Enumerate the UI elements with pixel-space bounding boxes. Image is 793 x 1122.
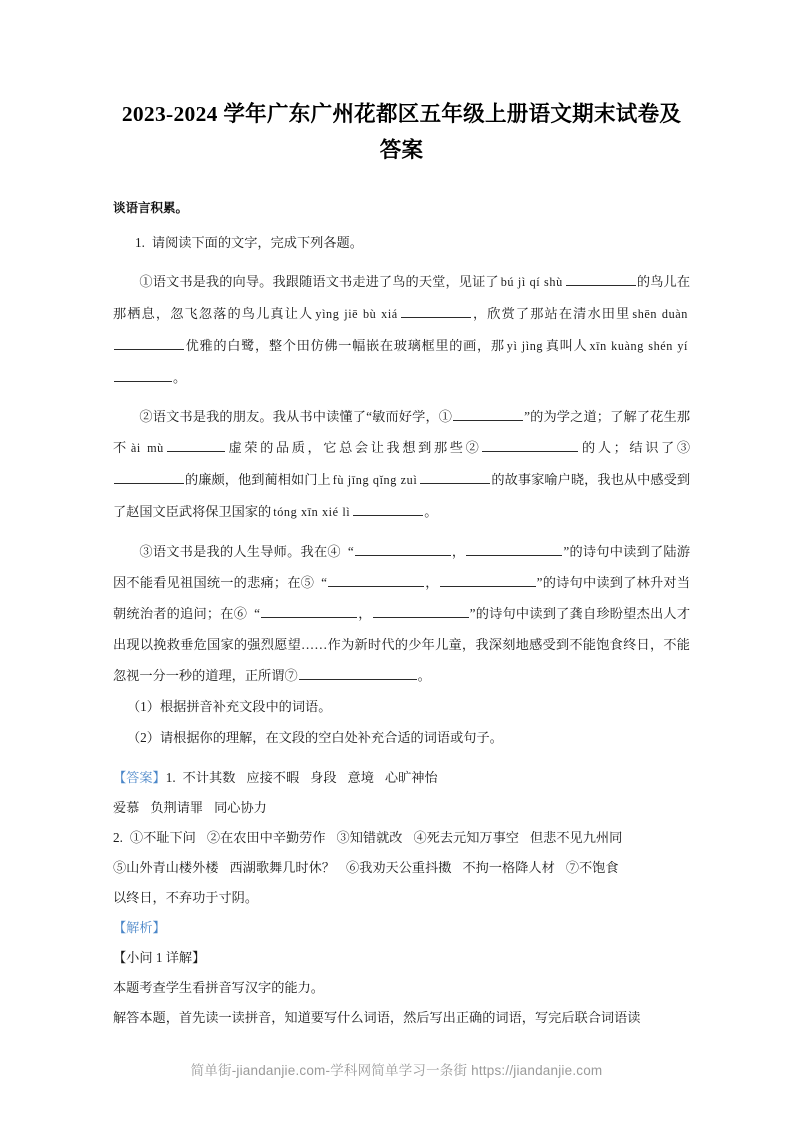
fill-blank[interactable] — [440, 572, 536, 587]
fill-blank[interactable] — [420, 469, 490, 484]
fill-blank[interactable] — [453, 406, 523, 421]
answer-item: 同心协力 — [214, 800, 267, 815]
answer-tag: 【答案】 — [113, 770, 166, 785]
answer-item: 西湖歌舞几时休？ — [229, 860, 335, 875]
footer-watermark — [0, 1060, 793, 1082]
answer-item: 负荆请罪 — [150, 800, 204, 815]
paragraph-marker: ③ — [139, 544, 153, 559]
answer-item: ⑦不饱食 — [565, 860, 619, 875]
sub-question-1: （1）根据拼音补充文段中的词语。 — [127, 699, 332, 714]
pinyin-ying-jie-bu-xia: yìng jiē bù xiá — [315, 307, 398, 321]
analysis-tag: 【解析】 — [113, 920, 166, 935]
p3-text-1: 语文书是我的人生导师。我在 — [152, 544, 328, 559]
fill-blank[interactable] — [328, 572, 424, 587]
p3-blank-label-3: ⑥ — [233, 606, 248, 621]
fill-blank[interactable] — [114, 367, 172, 382]
answer-item: ④死去元知万事空 — [413, 830, 519, 845]
p2-text-7: 。 — [424, 504, 438, 519]
answer-line-5: 以终日，不弃功于寸阴。 — [113, 890, 259, 905]
quote-open: “ — [254, 606, 260, 621]
answer-item: 应接不暇 — [246, 770, 300, 785]
p1-text-6: 。 — [173, 370, 187, 385]
pinyin-ai-mu: ài mù — [130, 441, 164, 455]
answer-2-number: 2. — [113, 830, 123, 845]
inner-comma: ， — [425, 575, 439, 590]
answer-item: ①不耻下问 — [129, 830, 196, 845]
pinyin-tong-xin-xie-li: tóng xīn xié lì — [273, 505, 351, 519]
quote-close: ” — [469, 606, 476, 621]
fill-blank[interactable] — [114, 469, 184, 484]
p2-text-6: 的故事家喻户晓，我也从中感受到了赵国文臣武将保卫国家的 — [113, 472, 691, 519]
answer-item: 意境 — [347, 770, 374, 785]
answer-item: 不计其数 — [182, 770, 236, 785]
fill-blank[interactable] — [299, 665, 417, 680]
p1-text-1: 语文书是我的向导。我跟随语文书走进了鸟的天堂，见证了 — [152, 274, 499, 289]
p2-blank-label-1: ① — [438, 409, 453, 424]
analysis-line-2: 解答本题，首先读一读拼音，知道要写什么词语，然后写出正确的词语，写完后联合词语读 — [113, 1010, 641, 1025]
p2-blank-label-3: ③ — [676, 440, 691, 455]
question-number: 1. — [135, 235, 145, 250]
answer-line-1 — [113, 763, 690, 793]
passage-paragraph-3 — [113, 528, 690, 691]
answer-item: 但悲不见九州同 — [529, 830, 623, 845]
quote-open: “ — [321, 575, 328, 590]
p3-blank-label-4: ⑦ — [284, 668, 298, 683]
passage-paragraph-2 — [113, 393, 690, 528]
answer-item: 身段 — [310, 770, 337, 785]
quote-close: ” — [536, 575, 543, 590]
question-stem-text: 请阅读下面的文字，完成下列各题。 — [151, 235, 363, 250]
fill-blank[interactable] — [482, 437, 578, 452]
fill-blank[interactable] — [355, 541, 451, 556]
analysis-section — [113, 913, 690, 1033]
fill-blank[interactable] — [373, 603, 469, 618]
answer-item: ⑥我劝天公重抖擞 — [346, 860, 452, 875]
quote-close: ” — [563, 544, 570, 559]
fill-blank[interactable] — [261, 603, 357, 618]
footer-text: 简单街-jiandanjie.com-学科网简单学习一条街 https://jiandanjie.com — [190, 1063, 603, 1078]
p1-text-2: 的鸟儿在那栖息，忽飞忽落的鸟儿真让人 — [113, 274, 691, 321]
question-stem — [113, 218, 690, 258]
answer-item: 爱慕 — [113, 800, 140, 815]
fill-blank[interactable] — [353, 501, 423, 516]
analysis-sub-tag: 【小问 1 详解】 — [113, 950, 206, 965]
answer-item: 不拘一格降人材 — [462, 860, 555, 875]
sub-question-2: （2）请根据你的理解，在文段的空白处补充合适的词语或句子。 — [127, 730, 503, 745]
answer-line-2 — [113, 793, 690, 823]
answer-item: ③知错就改 — [336, 830, 403, 845]
answer-item: 心旷神怡 — [384, 770, 438, 785]
page-title: 2023-2024 学年广东广州花都区五年级上册语文期末试卷及答案 — [121, 102, 682, 162]
analysis-line-1: 本题考查学生看拼音写汉字的能力。 — [113, 980, 324, 995]
fill-blank[interactable] — [466, 541, 562, 556]
pinyin-yi-jing: yì jìng — [506, 339, 544, 353]
p1-text-5: 真叫人 — [545, 338, 588, 353]
inner-comma: ， — [357, 606, 372, 621]
paragraph-marker: ② — [139, 409, 153, 424]
answer-line-3 — [113, 823, 690, 853]
pinyin-bu-ji-qi-shu: bú jì qí shù — [500, 275, 563, 289]
fill-blank[interactable] — [401, 303, 471, 318]
pinyin-shen-duan: shēn duàn — [632, 307, 688, 321]
quote-open: “ — [347, 544, 354, 559]
fill-blank[interactable] — [167, 437, 225, 452]
paragraph-marker: ① — [139, 274, 153, 289]
p2-blank-label-2: ② — [465, 440, 482, 455]
p3-blank-label-2: ⑤ — [300, 575, 315, 590]
pinyin-fu-jing-qing-zui: fù jīng qǐng zuì — [332, 473, 418, 487]
answer-section — [113, 753, 690, 913]
answer-1-number: 1. — [165, 770, 176, 785]
fill-blank[interactable] — [114, 335, 184, 350]
passage-paragraph-1 — [113, 258, 690, 393]
p1-text-3: ，欣赏了那站在清水田里 — [471, 306, 631, 321]
p3-text-3: 的诗句中读到了林升对当朝统治者的追问；在 — [113, 575, 691, 621]
answer-item: ②在农田中辛勤劳作 — [206, 830, 326, 845]
p3-text-2: 的诗句中读到了陆游因不能看见祖国统一的悲痛；在 — [113, 544, 691, 590]
p2-text-3: 虚荣的品质，它总会让我想到那些 — [225, 440, 466, 455]
fill-blank[interactable] — [566, 271, 636, 286]
p2-text-4: 的人；结识了 — [579, 440, 677, 455]
inner-comma: ， — [451, 544, 466, 559]
p2-text-2: ”的为学之道；了解了花生那不 — [113, 409, 691, 455]
answer-item: ⑤山外青山楼外楼 — [113, 860, 219, 875]
section-heading: 谈语言积累。 — [113, 201, 189, 215]
p2-text-1: 语文书是我的朋友。我从书中读懂了“敏而好学， — [152, 409, 439, 424]
answer-line-4 — [113, 853, 690, 883]
p1-text-4: 优雅的白鹭，整个田仿佛一幅嵌在玻璃框里的画，那 — [185, 338, 505, 353]
p3-blank-label-1: ④ — [327, 544, 341, 559]
p2-text-5: 的廉颇，他到蔺相如门上 — [185, 472, 331, 487]
pinyin-xin-kuang-shen-yi: xīn kuàng shén yí — [589, 339, 689, 353]
p3-text-5: 。 — [417, 668, 431, 683]
p3-text-4: 的诗句中读到了龚自珍盼望杰出人才出现以挽救垂危国家的强烈愿望……作为新时代的少年儿童，我深刻地感受到不能饱食终日，不能忽视一分一秒的道理，正所谓 — [113, 606, 691, 683]
